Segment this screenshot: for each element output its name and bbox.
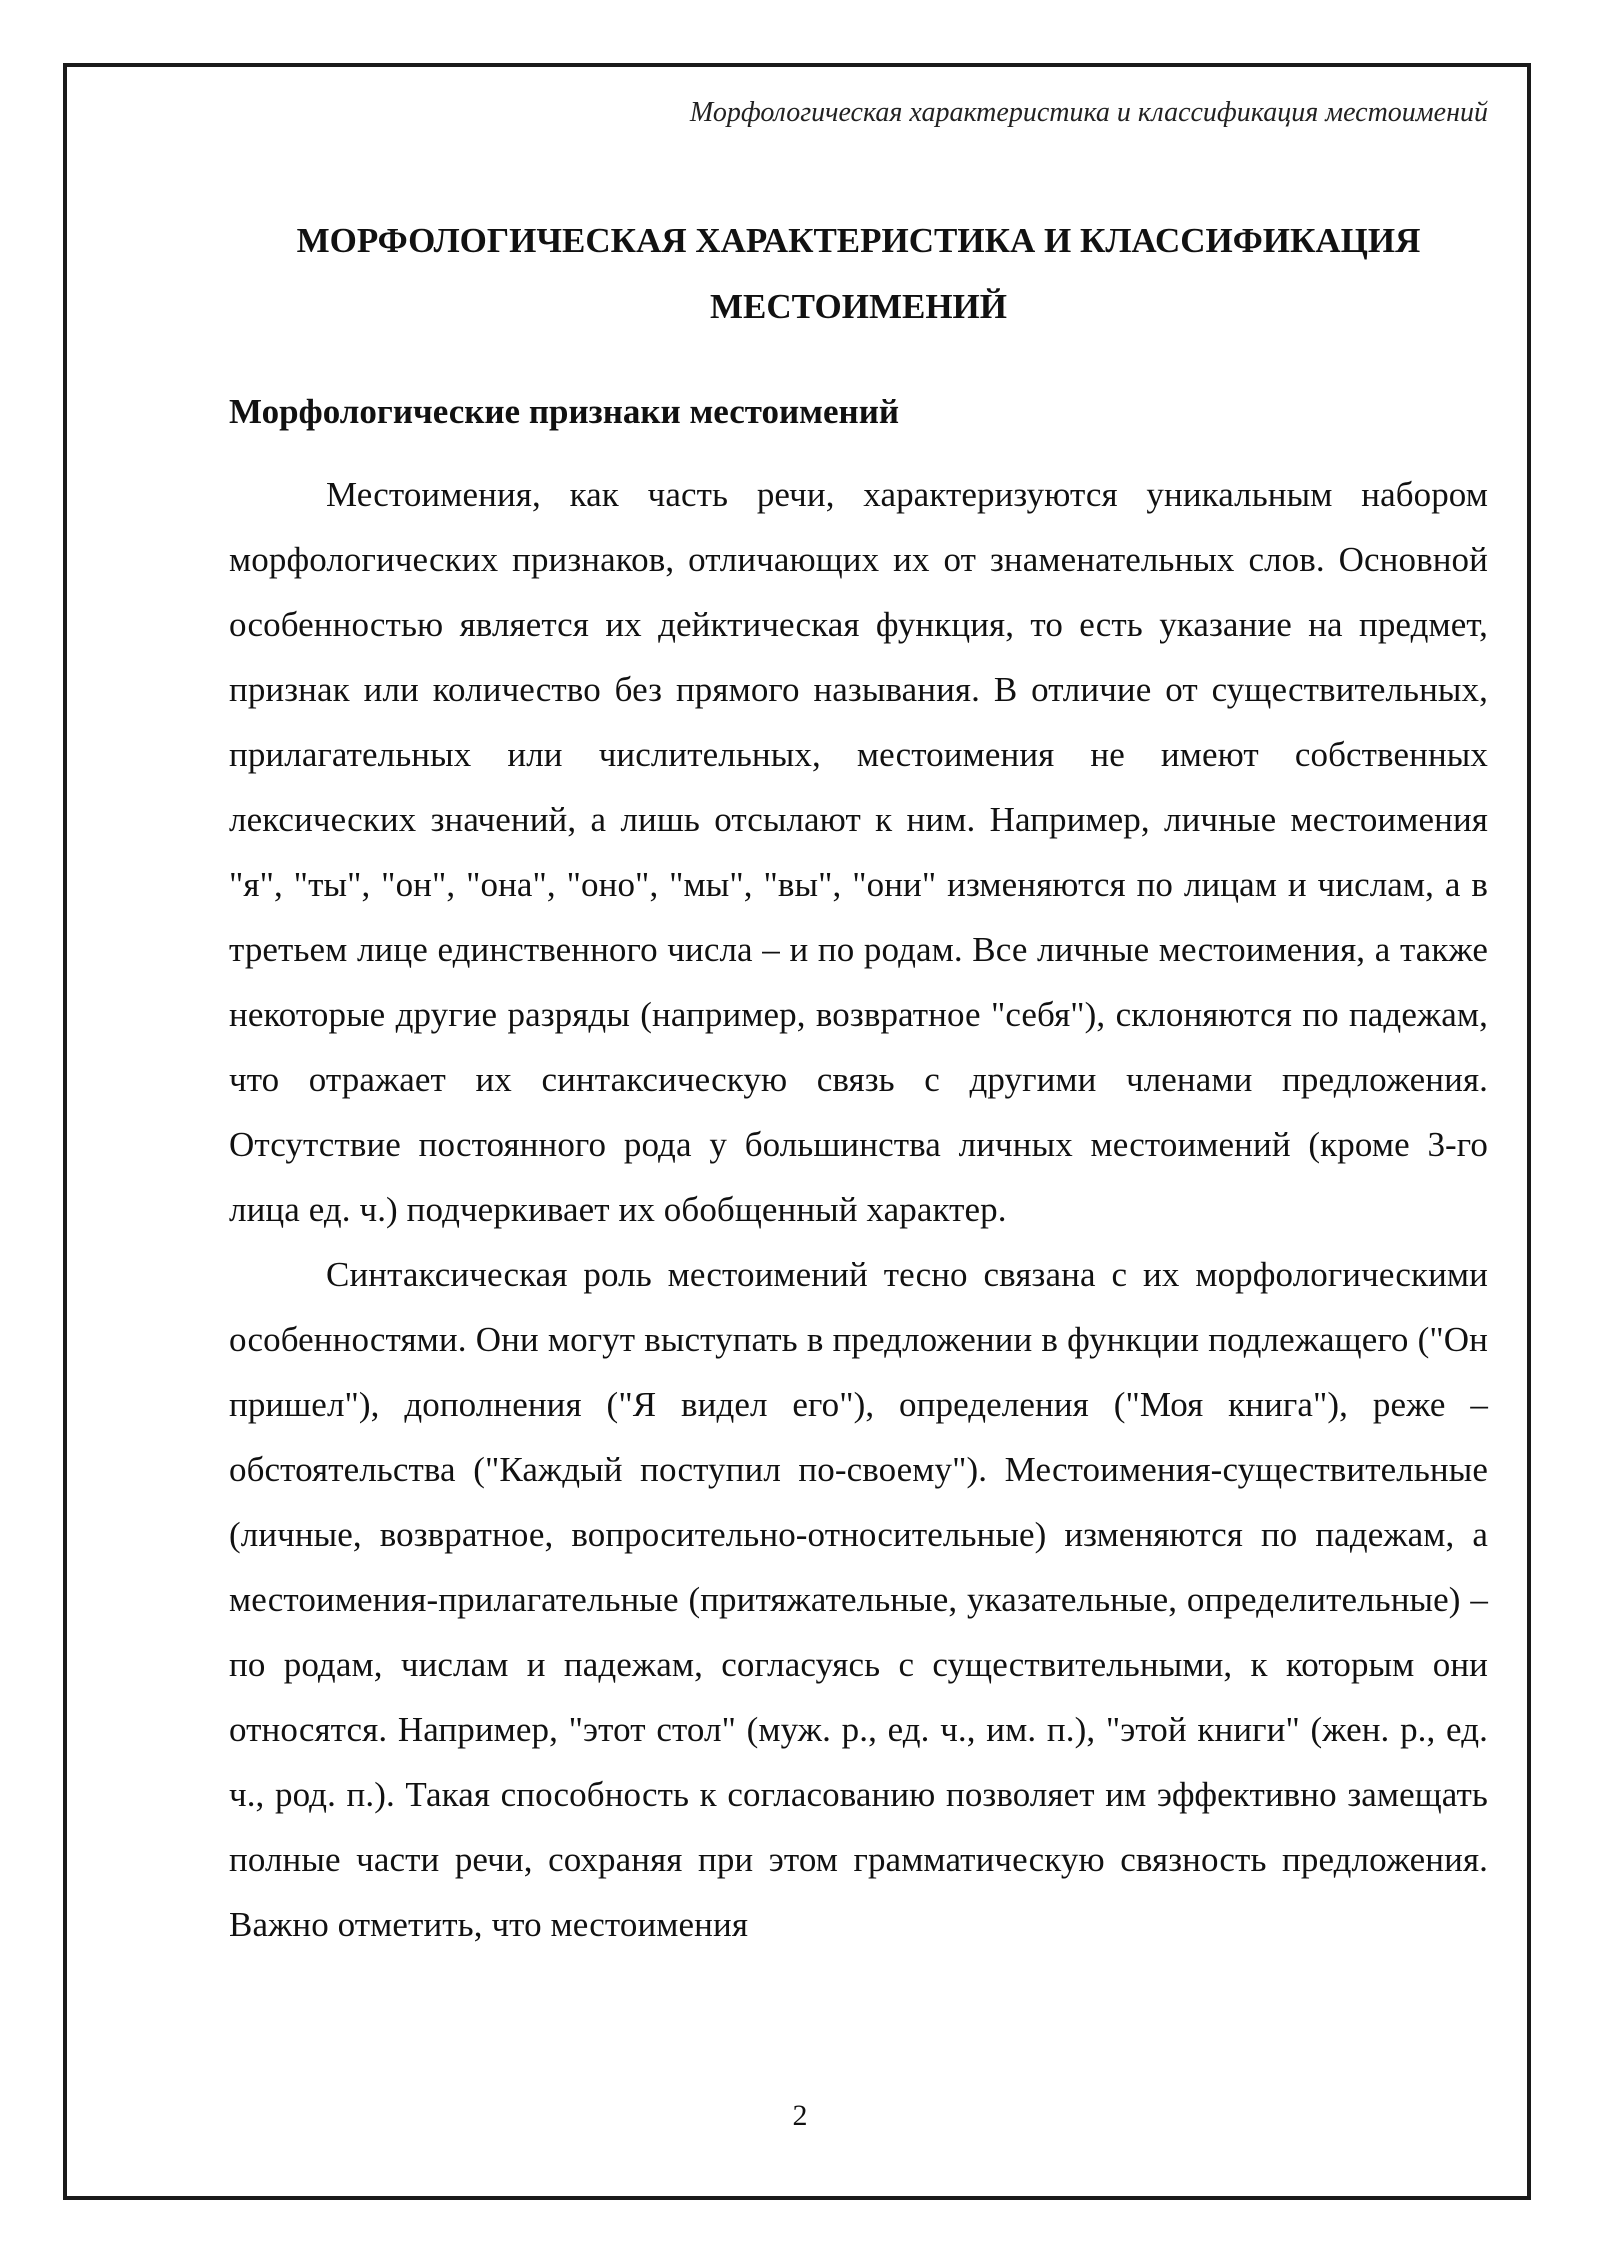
page-number: 2 bbox=[792, 2099, 808, 2132]
document-title-line-2: МЕСТОИМЕНИЙ bbox=[709, 287, 1008, 326]
paragraph-1: Местоимения, как часть речи, характеризуются уникальным набором морфологических признаков, отличающих их от знаменательных слов. Основной особенностью является их дейктическая функция, то есть указание на предмет, признак или количество без прямого называния. В отличие от существительных, прилагательных или числительных, местоимения не имеют собственных лексических значений, а лишь отсылают к ним. Например, личные местоимения "я", "ты", "он", "она", "оно", "мы", "вы", "они" изменяются по лицам и числам, а в третьем лице единственного числа – и по родам. Все личные местоимения, а также некоторые другие разряды (например, возвратное "себя"), склоняются по падежам, что отражает их синтаксическую связь с другими членами предложения. Отсутствие постоянного рода у большинства личных местоимений (кроме 3-го лица ед. ч.) подчеркивает их обобщенный характер. bbox=[229, 475, 1488, 1229]
running-header: Морфологическая характеристика и классификация местоимений bbox=[689, 97, 1488, 128]
document-title bbox=[229, 208, 1488, 340]
document-title-line-1: МОРФОЛОГИЧЕСКАЯ ХАРАКТЕРИСТИКА И КЛАССИФИКАЦИЯ bbox=[296, 221, 1421, 260]
section-heading: Морфологические признаки местоимений bbox=[229, 392, 900, 431]
paragraph-2: Синтаксическая роль местоимений тесно связана с их морфологическими особенностями. Они могут выступать в предложении в функции подлежащего ("Он пришел"), дополнения ("Я видел его"), определения ("Моя книга"), реже – обстоятельства ("Каждый поступил по-своему"). Местоимения-существительные (личные, возвратное, вопросительно-относительные) изменяются по падежам, а местоимения-прилагательные (притяжательные, указательные, определительные) – по родам, числам и падежам, согласуясь с существительными, к которым они относятся. Например, "этот стол" (муж. р., ед. ч., им. п.), "этой книги" (жен. р., ед. ч., род. п.). Такая способность к согласованию позволяет им эффективно замещать полные части речи, сохраняя при этом грамматическую связность предложения. Важно отметить, что местоимения bbox=[229, 1255, 1488, 1944]
body-text bbox=[229, 462, 1488, 1957]
